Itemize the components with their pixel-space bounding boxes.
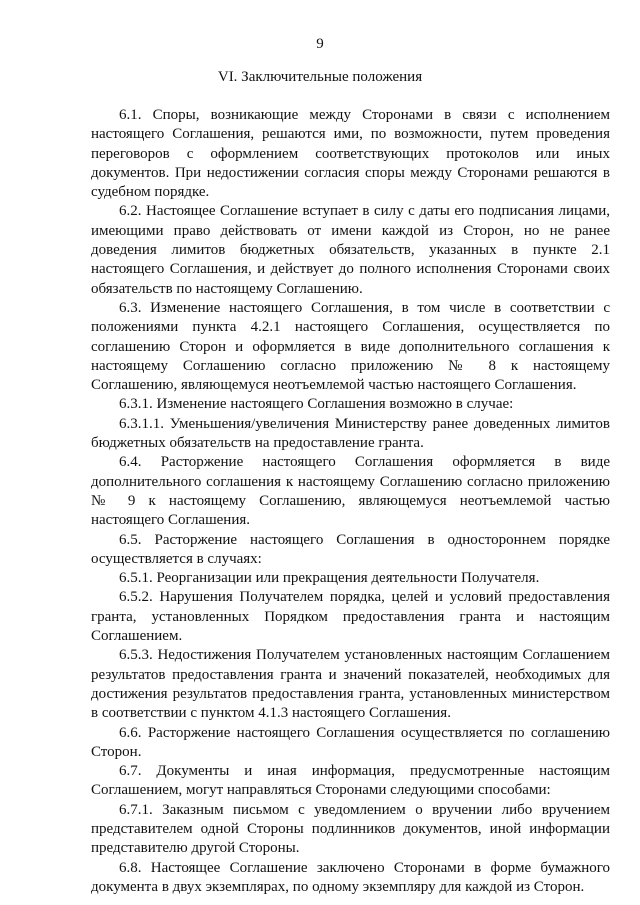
paragraph-6-5-1: 6.5.1. Реорганизации или прекращения деятельности Получателя. xyxy=(119,570,540,587)
paragraph-6-5-2: 6.5.2. Нарушения Получателем порядка, целей и условий предоставления гранта, установленных Порядком предоставления гранта и настоящим Соглашением. xyxy=(91,589,610,645)
section-title: VI. Заключительные положения xyxy=(217,69,423,85)
paragraph-6-6: 6.6. Расторжение настоящего Соглашения осуществляется по соглашению Сторон. xyxy=(91,724,610,760)
paragraph-6-3-1: 6.3.1. Изменение настоящего Соглашения возможно в случае: xyxy=(119,396,514,413)
paragraph-6-5-3: 6.5.3. Недостижения Получателем установленных настоящим Соглашением результатов предоставления гранта и значений показателей, необходимых для достижения результатов предоставления гранта, установленных министерством в соответствии с пунктом 4.1.3 настоящего Соглашения. xyxy=(91,647,610,722)
paragraph-6-3: 6.3. Изменение настоящего Соглашения, в том числе в соответствии с положениями пункта 4.2.1 настоящего Соглашения, осуществляется по соглашению Сторон и оформляется в виде дополнительного соглашения к настоящему Соглашению согласно приложению № 8 к настоящему Соглашению, являющемуся неотъемлемой частью настоящего Соглашения. xyxy=(91,299,610,394)
paragraph-6-8: 6.8. Настоящее Соглашение заключено Сторонами в форме бумажного документа в двух экземплярах, по одному экземпляру для каждой из Сторон. xyxy=(91,859,610,895)
paragraph-6-1: 6.1. Споры, возникающие между Сторонами в связи с исполнением настоящего Соглашения, решаются ими, по возможности, путем проведения переговоров с оформлением соответствующих протоколов или иных документов. При недостижении согласия споры между Сторонами решаются в судебном порядке. xyxy=(91,107,610,201)
paragraph-6-7-1: 6.7.1. Заказным письмом с уведомлением о вручении либо вручением представителем одной Стороны подлинников документов, иной информации представителю другой Стороны. xyxy=(91,801,610,857)
paragraph-6-4: 6.4. Расторжение настоящего Соглашения оформляется в виде дополнительного соглашения к настоящему Соглашению согласно приложению № 9 к настоящему Соглашению, являющемуся неотъемлемой частью настоящего Соглашения. xyxy=(91,454,610,529)
paragraph-6-5: 6.5. Расторжение настоящего Соглашения в одностороннем порядке осуществляется в случаях: xyxy=(91,531,610,567)
page-number: 9 xyxy=(316,36,324,52)
paragraph-6-2: 6.2. Настоящее Соглашение вступает в силу с даты его подписания лицами, имеющими право действовать от имени каждой из Сторон, но не ранее доведения лимитов бюджетных обязательств, указанных в пункте 2.1 настоящего Соглашения, и действует до полного исполнения Сторонами своих обязательств по настоящему Соглашению. xyxy=(91,203,610,297)
paragraph-6-3-1-1: 6.3.1.1. Уменьшения/увеличения Министерству ранее доведенных лимитов бюджетных обязательств на предоставление гранта. xyxy=(91,415,610,452)
paragraph-6-7: 6.7. Документы и иная информация, предусмотренные настоящим Соглашением, могут направляться Сторонами следующими способами: xyxy=(91,763,610,799)
document-body xyxy=(91,106,610,897)
